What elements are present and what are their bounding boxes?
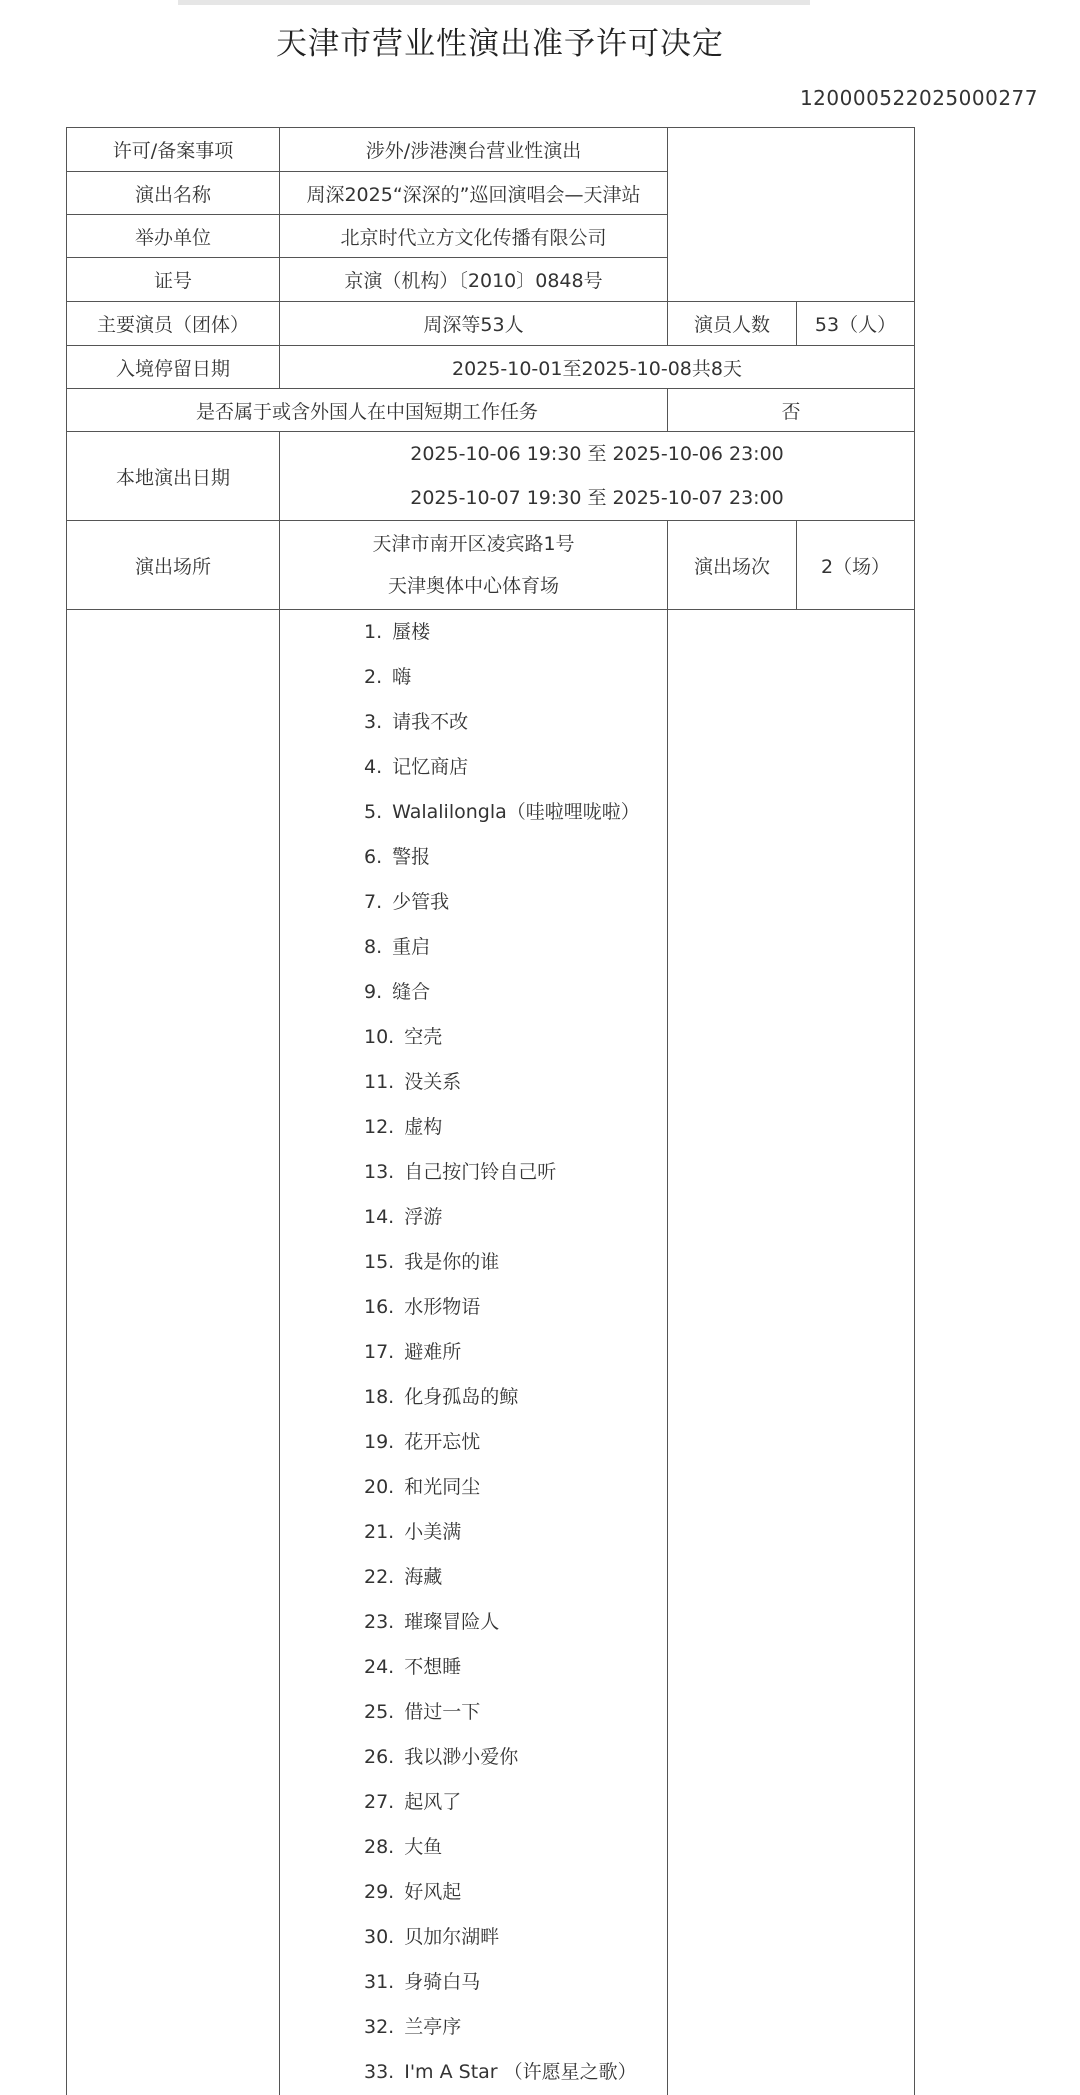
document-number: 120000522025000277 (799, 86, 1038, 110)
row-venue (67, 521, 915, 610)
row-permit-item (67, 128, 915, 172)
song-title: 兰亭序 (404, 2016, 462, 2038)
song-item (364, 1285, 667, 1330)
song-item (364, 1960, 667, 2005)
entry-stay-value: 2025-10-01至2025-10-08共8天 (280, 346, 915, 389)
song-number: 2. (364, 666, 383, 688)
song-title: 没关系 (404, 1071, 462, 1093)
foreign-work-label: 是否属于或含外国人在中国短期工作任务 (67, 389, 668, 432)
song-title: 身骑白马 (404, 1971, 481, 1993)
song-number: 29. (364, 1881, 395, 1903)
blank-cell-top-right (668, 128, 915, 302)
song-number: 9. (364, 981, 383, 1003)
song-title: 水形物语 (404, 1296, 481, 1318)
song-item (364, 1915, 667, 1960)
show-name-value: 周深2025“深深的”巡回演唱会—天津站 (280, 172, 668, 215)
song-title: 起风了 (404, 1791, 462, 1813)
song-number: 27. (364, 1791, 395, 1813)
song-number: 4. (364, 756, 383, 778)
song-item (364, 1780, 667, 1825)
local-date-2: 2025-10-07 19:30 至 2025-10-07 23:00 (410, 487, 784, 509)
song-item (364, 1015, 667, 1060)
song-title: 不想睡 (404, 1656, 462, 1678)
show-name-label: 演出名称 (67, 172, 280, 215)
song-number: 20. (364, 1476, 395, 1498)
performer-count-label: 演员人数 (668, 302, 797, 346)
local-date-1: 2025-10-06 19:30 至 2025-10-06 23:00 (410, 443, 784, 465)
entry-stay-label: 入境停留日期 (67, 346, 280, 389)
song-number: 14. (364, 1206, 395, 1228)
song-item (364, 1735, 667, 1780)
song-list-blank-cell (668, 610, 915, 2095)
song-title: I'm A Star （许愿星之歌） (404, 2061, 637, 2083)
song-title: 璀璨冒险人 (404, 1611, 500, 1633)
song-item (364, 700, 667, 745)
song-number: 21. (364, 1521, 395, 1543)
song-number: 13. (364, 1161, 395, 1183)
song-title: 缝合 (392, 981, 431, 1003)
song-number: 12. (364, 1116, 395, 1138)
song-item (364, 925, 667, 970)
song-title: 花开忘忧 (404, 1431, 481, 1453)
song-title: 空壳 (404, 1026, 443, 1048)
song-number: 23. (364, 1611, 395, 1633)
song-item (364, 790, 667, 835)
song-item (364, 1330, 667, 1375)
song-number: 5. (364, 801, 383, 823)
song-item (364, 970, 667, 1015)
local-dates-value (280, 432, 915, 521)
song-item (364, 1240, 667, 1285)
song-title: 我以渺小爱你 (404, 1746, 519, 1768)
song-title: 蜃楼 (392, 621, 431, 643)
song-item (364, 1465, 667, 1510)
song-item (364, 1195, 667, 1240)
song-title: 贝加尔湖畔 (404, 1926, 500, 1948)
song-title: 虚构 (404, 1116, 443, 1138)
song-title: 小美满 (404, 1521, 462, 1543)
song-title: 好风起 (404, 1881, 462, 1903)
song-item (364, 1825, 667, 1870)
license-no-label: 证号 (67, 258, 280, 302)
song-title: 自己按门铃自己听 (404, 1161, 557, 1183)
organizer-value: 北京时代立方文化传播有限公司 (280, 215, 668, 258)
song-number: 26. (364, 1746, 395, 1768)
song-item (364, 1870, 667, 1915)
permit-item-label: 许可/备案事项 (67, 128, 280, 172)
song-item (364, 1690, 667, 1735)
song-number: 24. (364, 1656, 395, 1678)
song-item (364, 835, 667, 880)
song-number: 8. (364, 936, 383, 958)
local-dates-label: 本地演出日期 (67, 432, 280, 521)
license-no-value: 京演（机构）〔2010〕0848号 (280, 258, 668, 302)
permit-table (66, 127, 915, 2095)
song-number: 17. (364, 1341, 395, 1363)
song-item (364, 2005, 667, 2050)
song-title: 少管我 (392, 891, 450, 913)
sessions-value: 2（场） (797, 521, 915, 610)
song-number: 3. (364, 711, 383, 733)
song-number: 22. (364, 1566, 395, 1588)
song-item (364, 1375, 667, 1420)
main-performers-value: 周深等53人 (280, 302, 668, 346)
row-main-performers (67, 302, 915, 346)
row-song-list (67, 610, 915, 2095)
row-local-dates (67, 432, 915, 521)
row-entry-stay (67, 346, 915, 389)
song-number: 10. (364, 1026, 395, 1048)
song-number: 28. (364, 1836, 395, 1858)
song-title: 借过一下 (404, 1701, 481, 1723)
song-item (364, 2050, 667, 2095)
song-title: 我是你的谁 (404, 1251, 500, 1273)
song-list-cell (280, 610, 668, 2095)
song-number: 16. (364, 1296, 395, 1318)
song-item (364, 1510, 667, 1555)
song-item (364, 655, 667, 700)
row-foreign-work (67, 389, 915, 432)
song-title: Walalilongla（哇啦哩咙啦） (392, 801, 640, 823)
venue-name: 天津奥体中心体育场 (387, 575, 559, 597)
song-title: 记忆商店 (392, 756, 469, 778)
song-item (364, 610, 667, 655)
song-number: 32. (364, 2016, 395, 2038)
song-title: 警报 (392, 846, 431, 868)
song-title: 请我不改 (392, 711, 469, 733)
song-item (364, 1600, 667, 1645)
song-title: 化身孤岛的鲸 (404, 1386, 519, 1408)
song-number: 18. (364, 1386, 395, 1408)
venue-address: 天津市南开区凌宾路1号 (372, 533, 575, 555)
song-number: 19. (364, 1431, 395, 1453)
top-edge-strip (178, 0, 810, 5)
song-title: 嗨 (392, 666, 412, 688)
venue-value (280, 521, 668, 610)
song-item (364, 1060, 667, 1105)
organizer-label: 举办单位 (67, 215, 280, 258)
song-list-label-cell (67, 610, 280, 2095)
song-number: 6. (364, 846, 383, 868)
foreign-work-value: 否 (668, 389, 915, 432)
song-number: 1. (364, 621, 383, 643)
song-number: 7. (364, 891, 383, 913)
song-item (364, 880, 667, 925)
document-title: 天津市营业性演出准予许可决定 (276, 26, 724, 62)
song-title: 避难所 (404, 1341, 462, 1363)
permit-item-value: 涉外/涉港澳台营业性演出 (280, 128, 668, 172)
song-item (364, 1645, 667, 1690)
song-number: 11. (364, 1071, 395, 1093)
performer-count-value: 53（人） (797, 302, 915, 346)
song-title: 和光同尘 (404, 1476, 481, 1498)
song-number: 33. (364, 2061, 395, 2083)
main-performers-label: 主要演员（团体） (67, 302, 280, 346)
song-item (364, 1105, 667, 1150)
song-item (364, 1420, 667, 1465)
sessions-label: 演出场次 (668, 521, 797, 610)
song-number: 15. (364, 1251, 395, 1273)
song-title: 大鱼 (404, 1836, 443, 1858)
song-item (364, 1555, 667, 1600)
song-list (280, 610, 667, 2095)
song-title: 海藏 (404, 1566, 443, 1588)
venue-label: 演出场所 (67, 521, 280, 610)
song-item (364, 1150, 667, 1195)
song-title: 重启 (392, 936, 431, 958)
song-number: 31. (364, 1971, 395, 1993)
song-item (364, 745, 667, 790)
song-number: 30. (364, 1926, 395, 1948)
song-number: 25. (364, 1701, 395, 1723)
song-title: 浮游 (404, 1206, 443, 1228)
